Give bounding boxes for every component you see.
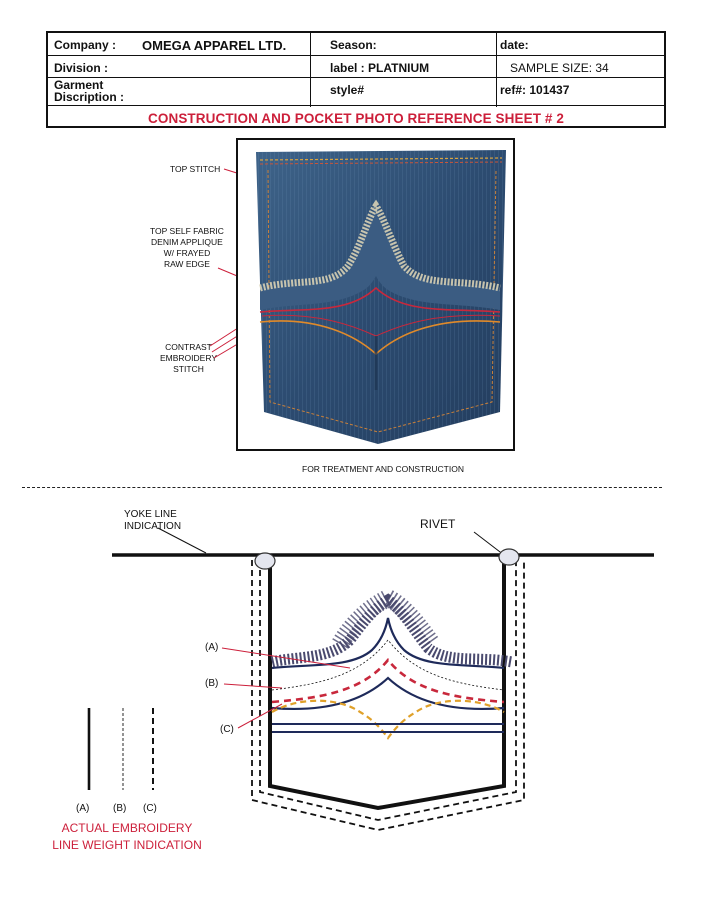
date-label: date: <box>500 38 529 52</box>
callout-applique-line-2: DENIM APPLIQUE <box>151 237 223 247</box>
legend-title <box>42 820 212 854</box>
garment-label-line-2: Discription : <box>54 90 125 104</box>
ref-label: ref#: 101437 <box>500 83 570 97</box>
rivet-left <box>255 553 275 569</box>
pocket-photo <box>236 138 515 451</box>
company-label: Company : <box>54 38 117 52</box>
pocket-technical-drawing <box>0 495 706 875</box>
brand-label: label : PLATNIUM <box>330 61 430 75</box>
rivet-label: RIVET <box>420 517 456 531</box>
yoke-label-line-1: YOKE LINE <box>124 509 177 520</box>
leader-rivet <box>474 532 504 555</box>
callout-applique-line-3: W/ FRAYED <box>163 248 211 258</box>
garment-label-line-1: Garment <box>54 78 104 92</box>
legend-c-label: (C) <box>143 803 157 814</box>
line-b-label: (B) <box>205 678 219 689</box>
sheet-title: CONSTRUCTION AND POCKET PHOTO REFERENCE SHEET # 2 <box>148 111 564 126</box>
pocket-photo-image <box>238 140 513 449</box>
callout-embroidery-line-3: STITCH <box>173 364 204 374</box>
legend-title-line-1: ACTUAL EMBROIDERY <box>61 821 193 835</box>
yoke-label-line-2: INDICATION <box>124 521 182 532</box>
callout-top-stitch: TOP STITCH <box>170 164 221 174</box>
legend-a-label: (A) <box>76 803 90 814</box>
season-label: Season: <box>330 38 377 52</box>
company-value: OMEGA APPAREL LTD. <box>142 38 287 53</box>
legend-b-label: (B) <box>113 803 127 814</box>
section-separator <box>22 487 662 488</box>
rivet-right <box>499 549 519 565</box>
callout-embroidery-line-1: CONTRAST <box>165 342 212 352</box>
yoke-line-label <box>124 509 181 533</box>
callout-applique-line-4: RAW EDGE <box>163 259 210 269</box>
sample-size: SAMPLE SIZE: 34 <box>510 61 609 75</box>
callout-applique-line-1: TOP SELF FABRIC <box>150 226 224 236</box>
line-a-label: (A) <box>205 642 219 653</box>
leader-line-b <box>224 684 282 688</box>
line-c-label: (C) <box>220 724 234 735</box>
style-label: style# <box>330 83 365 97</box>
division-label: Division : <box>54 61 109 75</box>
callout-embroidery-line-2: EMBROIDERY <box>160 353 217 363</box>
legend-title-line-2: LINE WEIGHT INDICATION <box>52 838 202 852</box>
photo-caption: FOR TREATMENT AND CONSTRUCTION <box>302 464 464 474</box>
